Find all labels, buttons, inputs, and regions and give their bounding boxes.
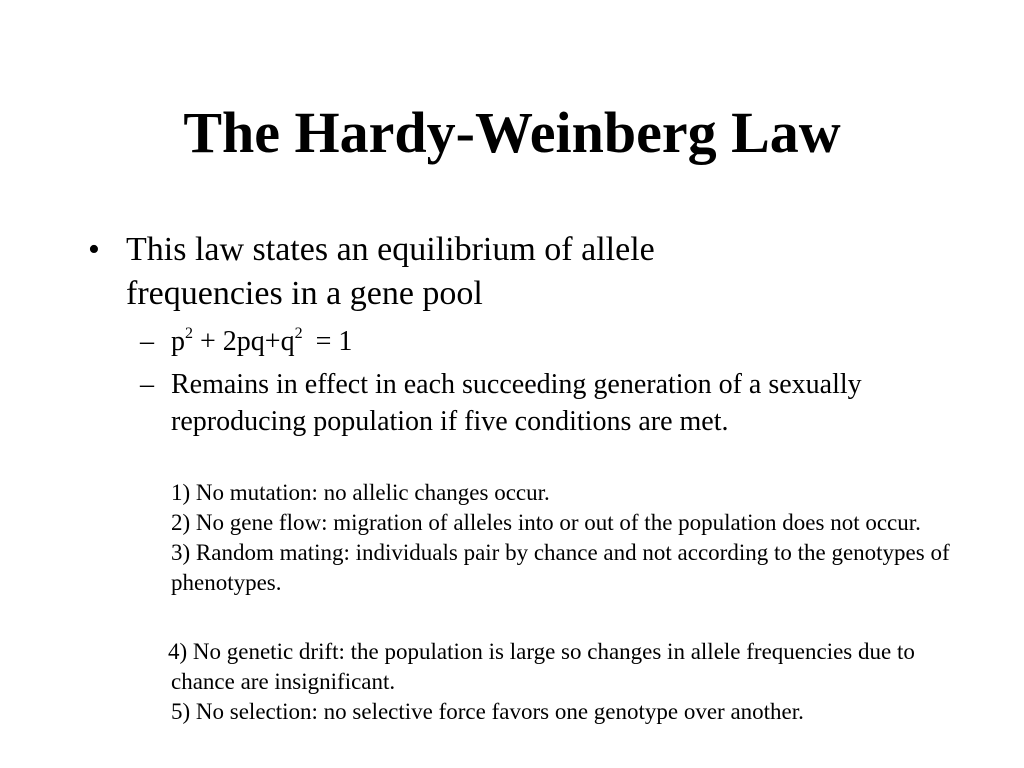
slide-title: The Hardy-Weinberg Law <box>183 100 841 165</box>
condition-item: 3) Random mating: individuals pair by chance and not according to the genotypes of phenotypes. <box>171 540 950 595</box>
equation-subbullet <box>140 323 540 360</box>
equation-p-exponent: 2 <box>185 325 193 342</box>
equation-middle: + 2pq+q <box>200 326 295 357</box>
equation <box>140 323 540 360</box>
dash-marker: – <box>140 326 154 357</box>
condition-item: 2) No gene flow: migration of alleles into or out of the population does not occur. <box>171 510 921 535</box>
conditions-list-part-2 <box>168 637 961 727</box>
condition-item: 1) No mutation: no allelic changes occur. <box>171 480 550 505</box>
conditions-intro-text: Remains in effect in each succeeding generation of a sexually reproducing population if five conditions are met. <box>171 369 862 437</box>
condition-item: 5) No selection: no selective force favors one genotype over another. <box>171 699 804 724</box>
conditions-subbullet <box>140 366 920 440</box>
conditions-list-part-1 <box>171 478 961 598</box>
equation-q-exponent: 2 <box>294 325 303 342</box>
equation-p: p <box>171 326 185 357</box>
main-bullet <box>88 228 788 316</box>
bullet-marker: • <box>88 231 100 268</box>
condition-item: 4) No genetic drift: the population is large so changes in allele frequencies due to chance are insignificant. <box>168 639 915 694</box>
equation-result: = 1 <box>315 326 353 357</box>
main-bullet-text: This law states an equilibrium of allele frequencies in a gene pool <box>126 231 655 312</box>
dash-marker: – <box>140 369 154 400</box>
